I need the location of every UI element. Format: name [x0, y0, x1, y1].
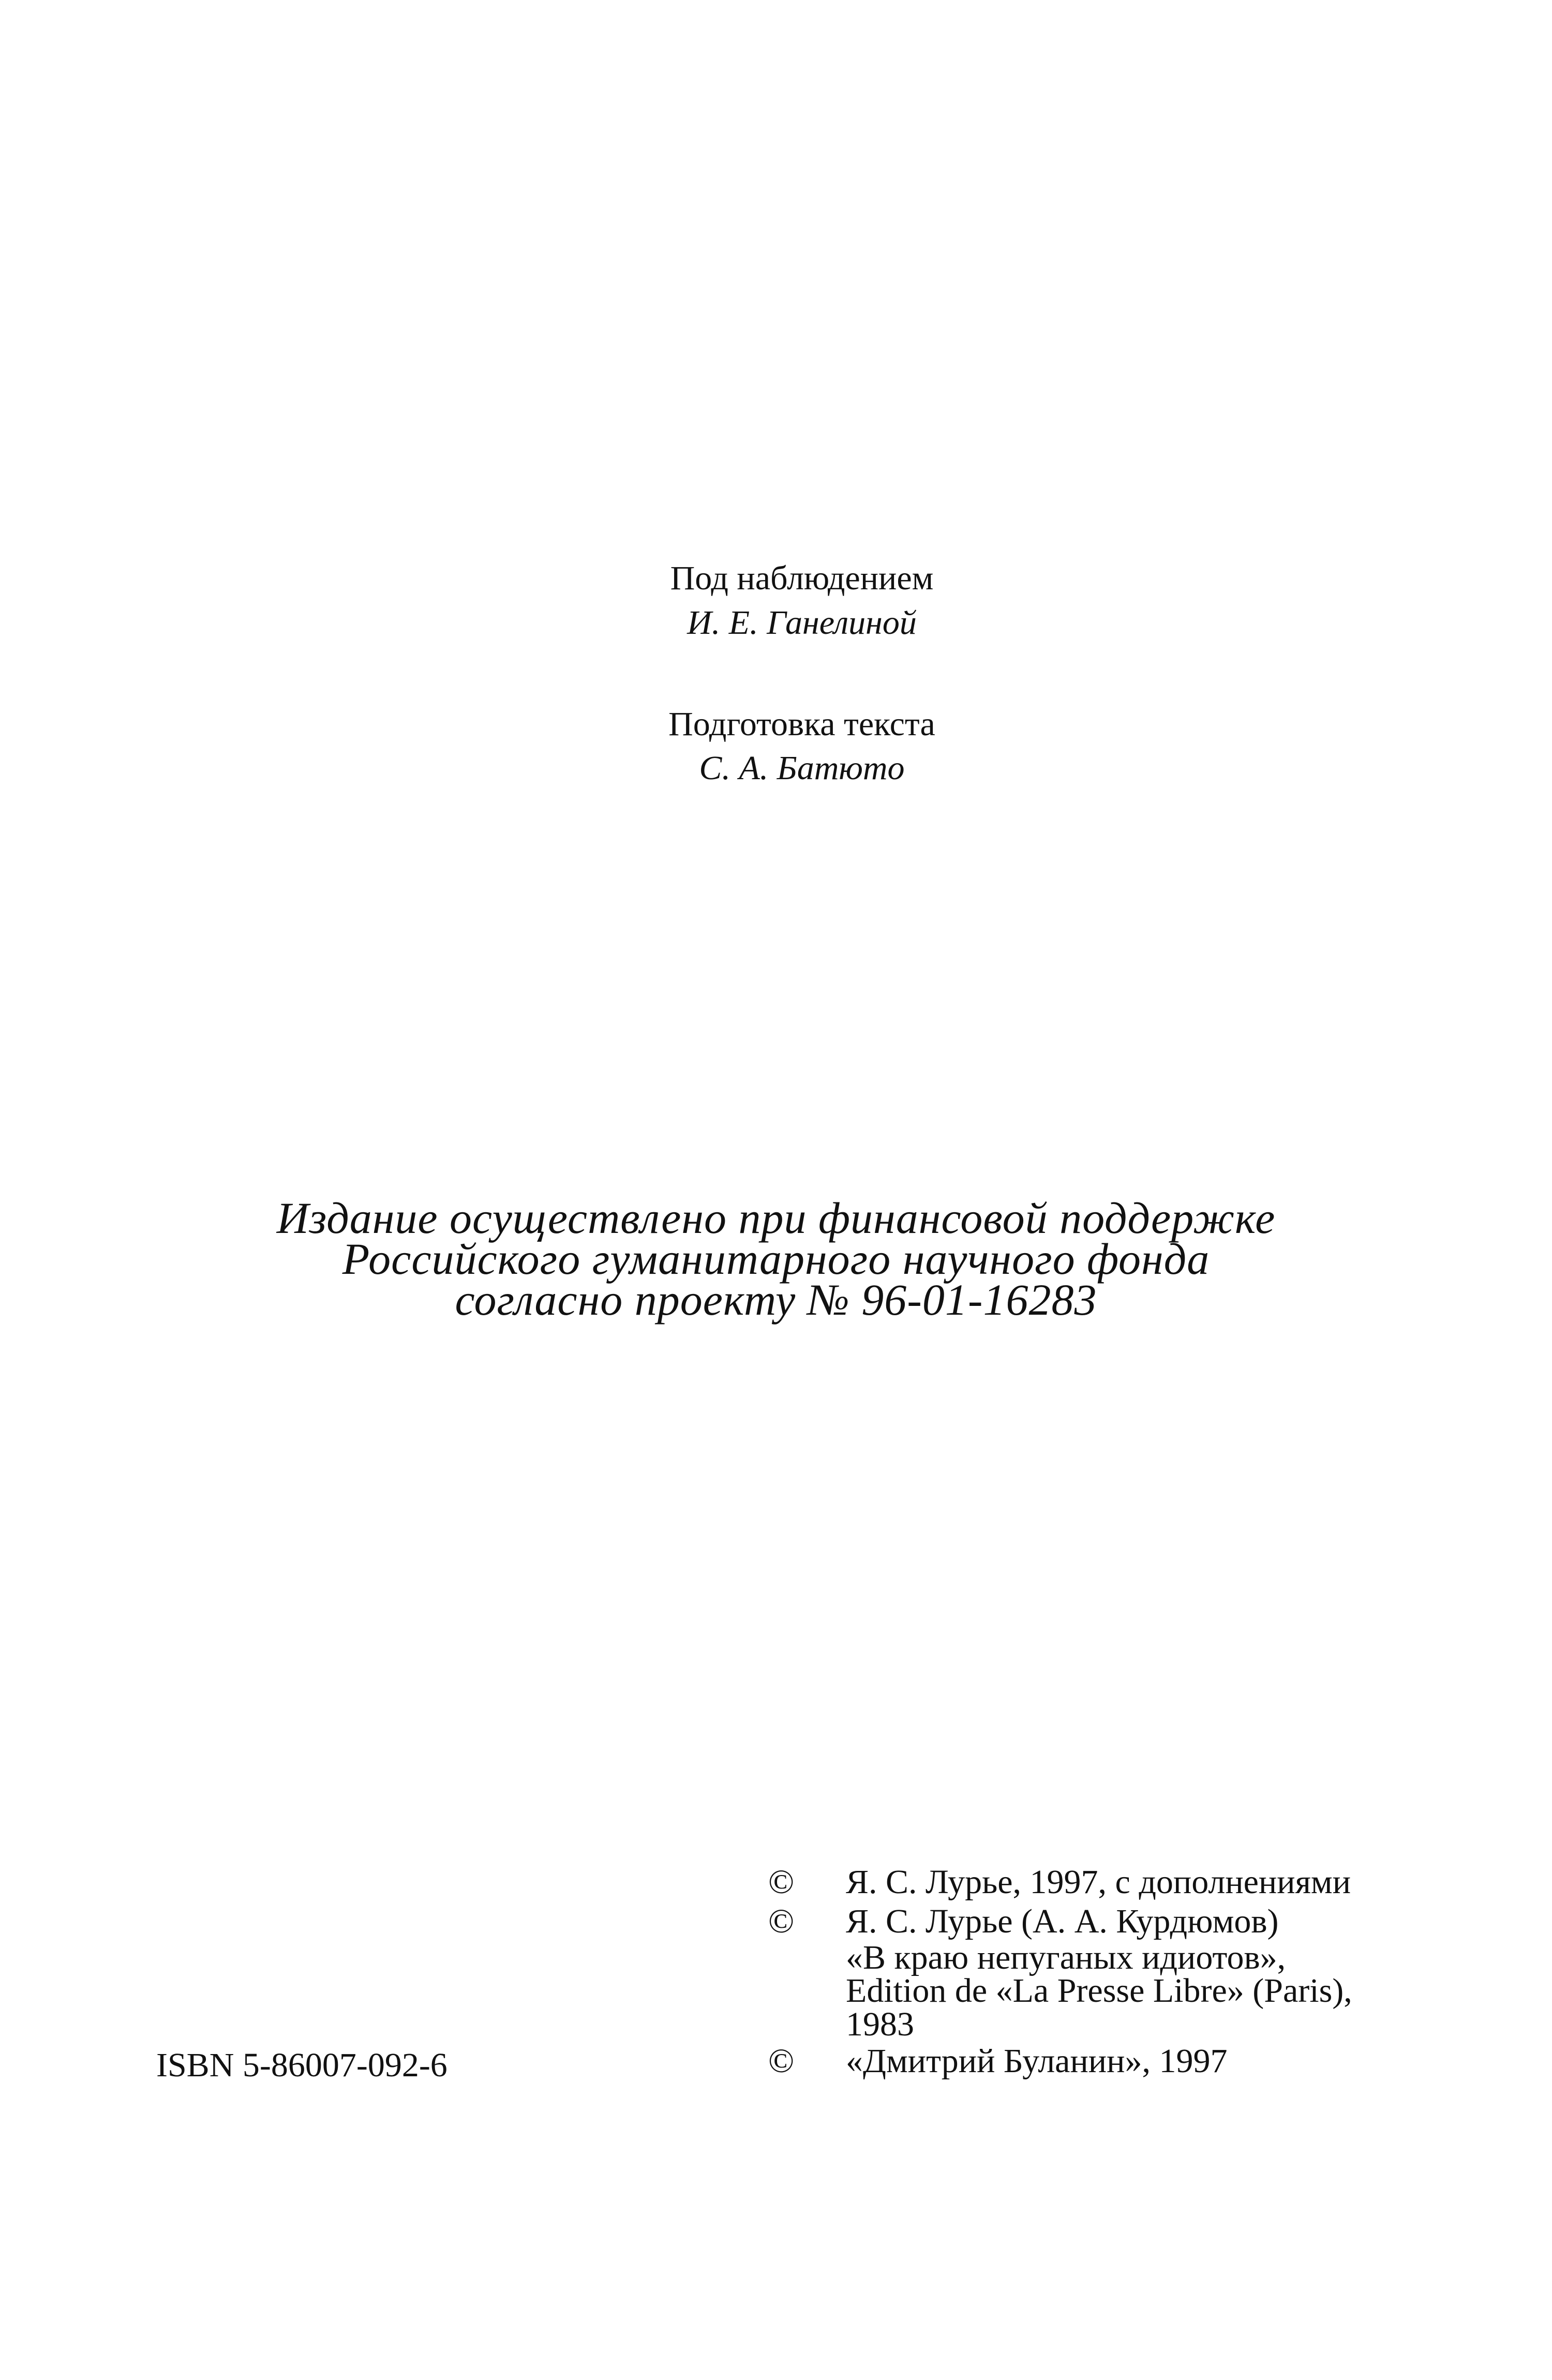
text-prep-label: Подготовка текста	[668, 705, 935, 743]
supervision-name: И. Е. Ганелиной	[687, 603, 917, 642]
funding-notice-line: Издание осуществлено при финансовой поддержке	[276, 1193, 1276, 1243]
copyright-line: «Дмитрий Буланин», 1997	[846, 2042, 1228, 2080]
copyright-icon: ©	[768, 1902, 795, 1940]
credits-block	[647, 556, 957, 791]
copyright-line: Я. С. Лурье, 1997, с дополнениями	[846, 1863, 1351, 1901]
copyright-text	[846, 2042, 1467, 2081]
funding-notice	[186, 1193, 1366, 1325]
supervision-label: Под наблюдением	[670, 559, 934, 597]
funding-notice-line: согласно проекту № 96-01-16283	[455, 1275, 1097, 1325]
copyright-entry	[768, 2042, 1467, 2081]
copyright-text	[846, 1863, 1467, 1902]
copyright-block	[768, 1863, 1467, 2081]
copyright-icon: ©	[768, 2042, 795, 2080]
copyright-entry	[768, 1863, 1467, 1902]
isbn: ISBN 5-86007-092-6	[156, 2046, 447, 2084]
copyright-line: «В краю непуганых идиотов»,	[846, 1938, 1286, 1976]
copyright-line: 1983	[846, 2005, 914, 2044]
copyright-entry	[768, 1902, 1467, 2042]
copyright-icon: ©	[768, 1863, 795, 1901]
copyright-line: Edition de «La Presse Libre» (Paris),	[846, 1972, 1352, 2010]
funding-notice-line: Российского гуманитарного научного фонда	[342, 1234, 1210, 1284]
text-prep-name: С. А. Батюто	[699, 749, 905, 787]
copyright-text	[846, 1902, 1467, 2042]
copyright-line: Я. С. Лурье (А. А. Курдюмов)	[846, 1902, 1279, 1940]
